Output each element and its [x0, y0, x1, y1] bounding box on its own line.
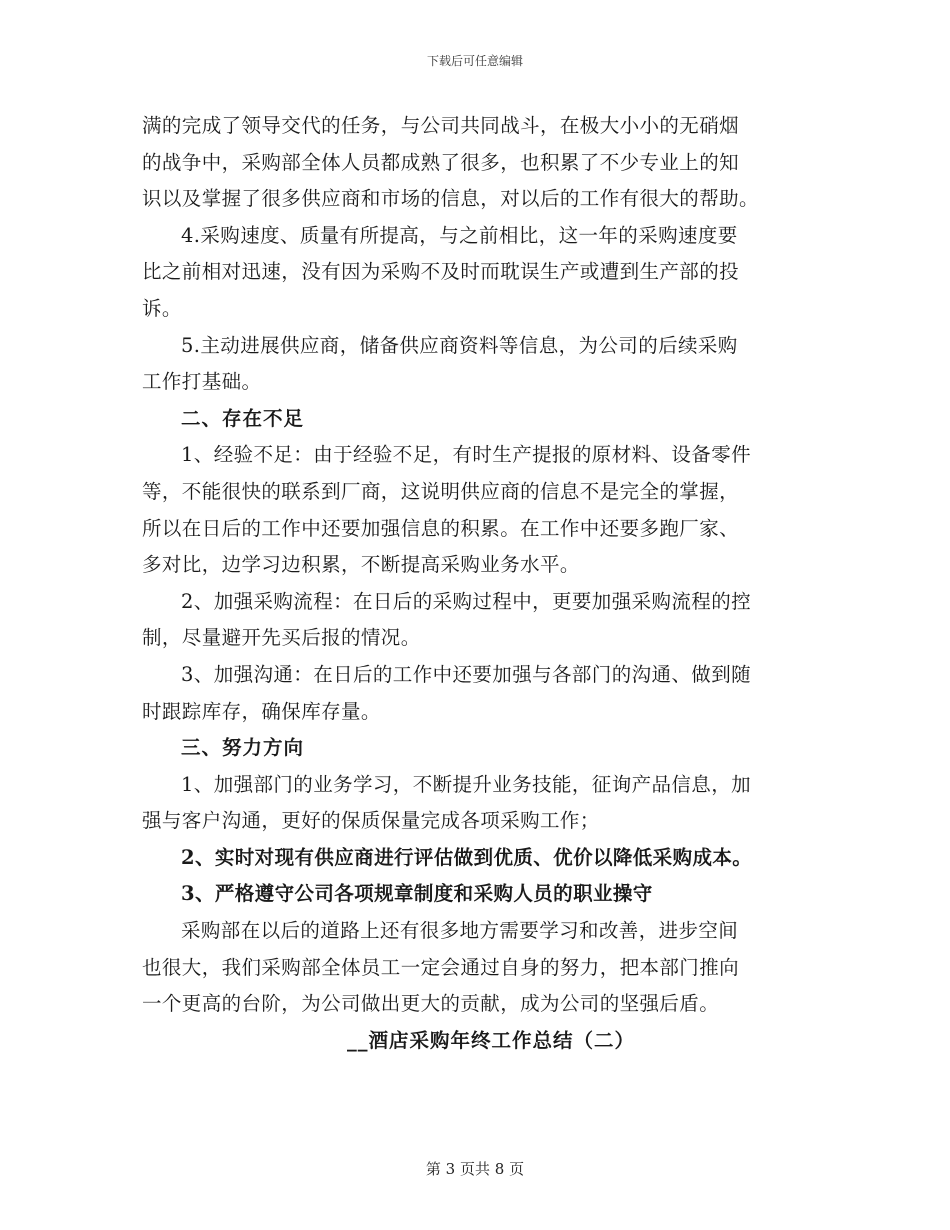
- document-title: __酒店采购年终工作总结（二）: [346, 1028, 635, 1052]
- text-line: 也很大，我们采购部全体员工一定会通过自身的努力，把本部门推向: [142, 955, 740, 979]
- text-line: 识以及掌握了很多供应商和市场的信息，对以后的工作有很大的帮助。: [142, 187, 759, 211]
- text-line: 多对比，边学习边积累，不断提高采购业务水平。: [142, 553, 580, 577]
- text-line: 工作打基础。: [142, 370, 262, 394]
- text-line: 制，尽量避开先买后报的情况。: [142, 626, 421, 650]
- text-line: 3、加强沟通：在日后的工作中还要加强与各部门的沟通、做到随: [181, 662, 752, 686]
- bold-text-line: 3、严格遵守公司各项规章制度和采购人员的职业操守: [181, 882, 653, 906]
- section-heading: 三、努力方向: [181, 736, 305, 760]
- text-line: 4.采购速度、质量有所提高，与之前相比，这一年的采购速度要: [181, 223, 738, 247]
- text-line: 1、加强部门的业务学习，不断提升业务技能，征询产品信息，加: [181, 772, 752, 796]
- text-line: 强与客户沟通，更好的保质保量完成各项采购工作；: [142, 809, 600, 833]
- text-line: 所以在日后的工作中还要加强信息的积累。在工作中还要多跑厂家、: [142, 516, 740, 540]
- page-header: 下载后可任意编辑: [426, 54, 523, 68]
- text-line: 比之前相对迅速，没有因为采购不及时而耽误生产或遭到生产部的投: [142, 260, 740, 284]
- text-line: 的战争中，采购部全体人员都成熟了很多，也积累了不少专业上的知: [142, 150, 740, 174]
- text-line: 2、加强采购流程：在日后的采购过程中，更要加强采购流程的控: [181, 589, 752, 613]
- text-line: 诉。: [142, 296, 182, 320]
- bold-text-line: 2、实时对现有供应商进行评估做到优质、优价以降低采购成本。: [181, 845, 753, 869]
- text-line: 等，不能很快的联系到厂商，这说明供应商的信息不是完全的掌握，: [142, 479, 740, 503]
- text-line: 5.主动进展供应商，储备供应商资料等信息，为公司的后续采购: [181, 333, 738, 357]
- text-line: 采购部在以后的道路上还有很多地方需要学习和改善，进步空间: [181, 919, 739, 943]
- section-heading: 二、存在不足: [181, 406, 305, 430]
- text-line: 1、经验不足：由于经验不足，有时生产提报的原材料、设备零件: [181, 443, 752, 467]
- document-body: [142, 108, 810, 1059]
- page-number-footer: 第 3 页共 8 页: [425, 1160, 525, 1178]
- text-line: 满的完成了领导交代的任务，与公司共同战斗，在极大小小的无硝烟: [142, 114, 740, 137]
- text-line: 一个更高的台阶，为公司做出更大的贡献，成为公司的坚强后盾。: [142, 992, 720, 1016]
- text-line: 时跟踪库存，确保库存量。: [142, 699, 381, 723]
